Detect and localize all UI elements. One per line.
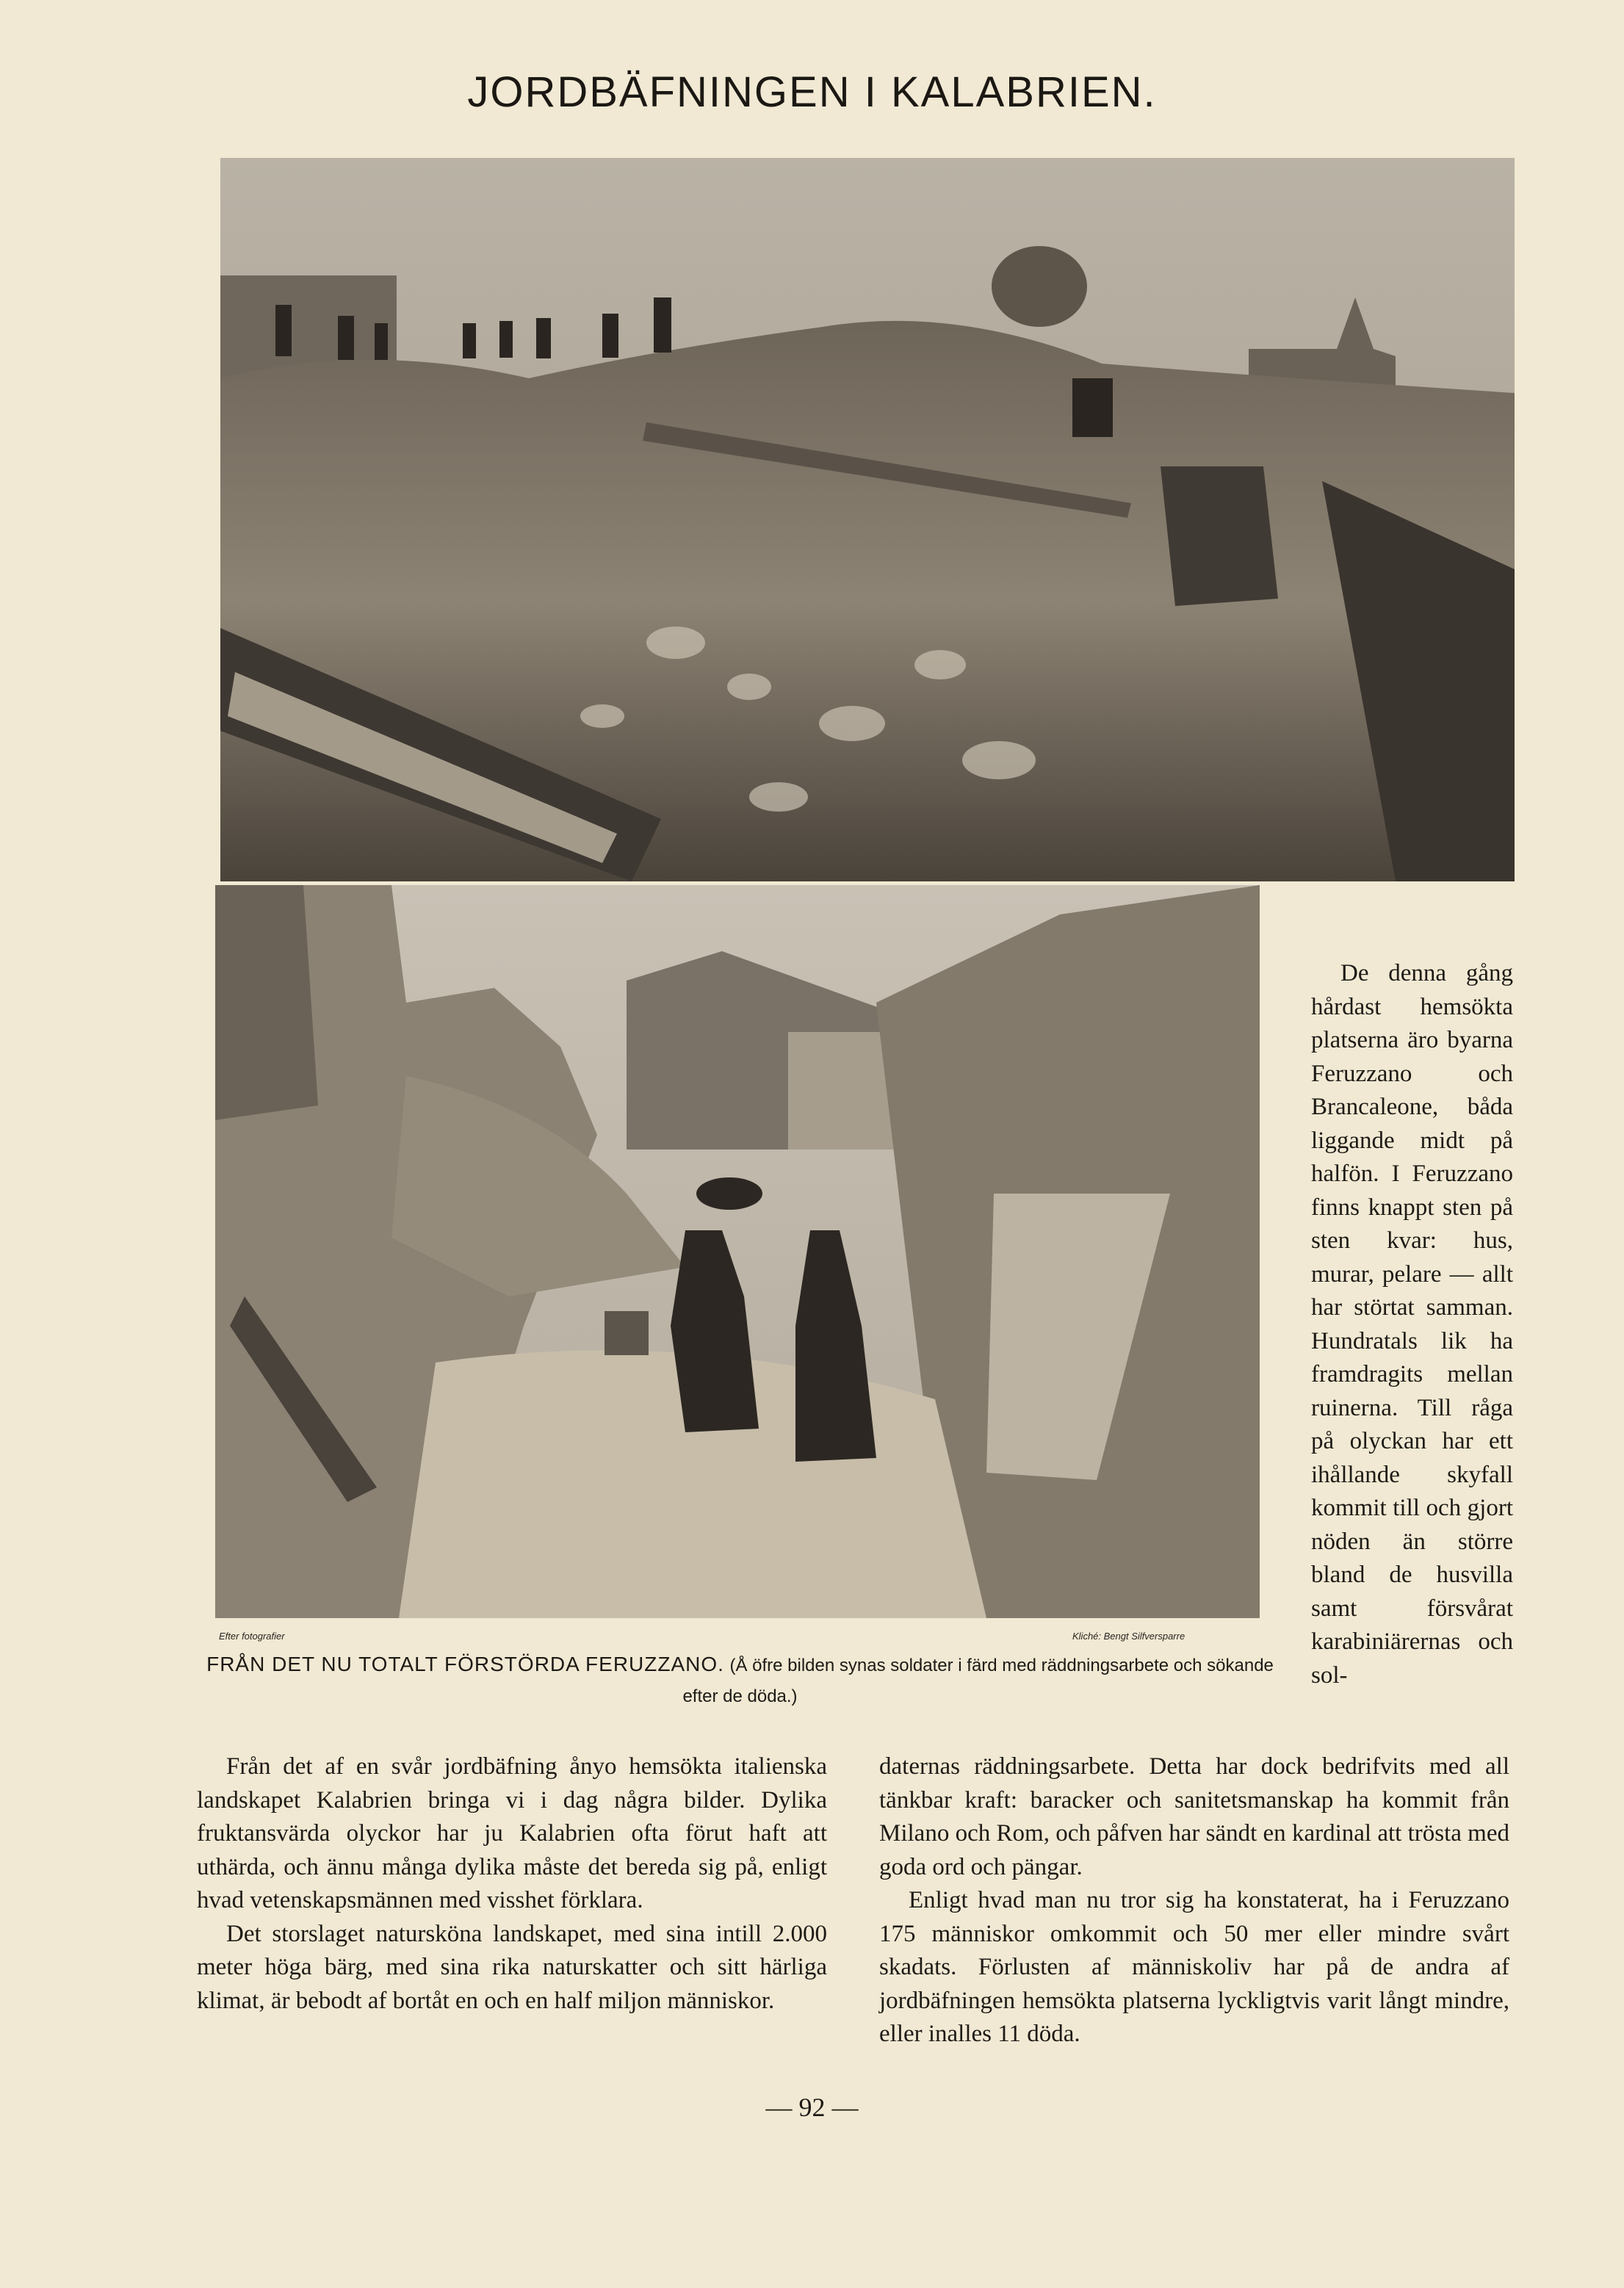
- photo-rubble-soldiers: [220, 158, 1515, 881]
- caption-rest: (Å öfre bilden synas soldater i färd med räddningsarbete och sökande efter de döda.): [682, 1656, 1274, 1706]
- side-column: [1311, 957, 1513, 1692]
- right-paragraph-1: daternas räddningsarbete. Detta har dock bedrifvits med all tänkbar kraft: baracker och sanitetsmanskap ha kommit från Milano och Rom, och påfven har sändt en kardinal att trösta med goda ord och pängar.: [879, 1753, 1509, 1880]
- right-paragraph-2: Enligt hvad man nu tror sig ha konstaterat, ha i Feruzzano 175 människor omkommit och 50 mer eller mindre svårt skadats. Förlusten af människoliv har på de andra af jordbäfningen hemsökta platserna lyckligtvis varit långt mindre, eller inalles 11 döda.: [879, 1887, 1509, 2047]
- photo-ruined-street-women: [215, 885, 1260, 1618]
- photo-credit-right: Kliché: Bengt Silfversparre: [1072, 1631, 1185, 1642]
- photo-rubble-soldiers-icon: [220, 158, 1515, 881]
- photo-credit-left: Efter fotografier: [219, 1631, 285, 1642]
- photo-caption: [195, 1650, 1285, 1711]
- page-number: — 92 —: [765, 2093, 859, 2122]
- side-paragraph: De denna gång hårdast hemsökta platserna äro byarna Feruzzano och Brancaleone, båda liggande midt på halfön. I Feruzzano finns knappt sten på sten kvar: hus, murar, pelare — allt har störtat samman. Hundratals lik ha framdragits mellan ruinerna. Till råga på olyckan har ett ihållande skyfall kommit till och gjort nöden än större bland de husvilla samt försvårat karabiniärernas och sol-: [1311, 960, 1513, 1689]
- left-column: [197, 1750, 827, 2018]
- right-column: [879, 1750, 1509, 2051]
- left-paragraph-1: Från det af en svår jordbäfning ånyo hemsökta italienska landskapet Kalabrien bringa vi i dag några bilder. Dylika fruktansvärda olyckor har ju Kalabrien ofta förut haft att uthärda, och ännu många dylika måste det bereda sig på, enligt hvad vetenskapsmännen med visshet förklara.: [197, 1753, 827, 1913]
- left-paragraph-2: Det storslaget natursköna landskapet, med sina intill 2.000 meter höga bärg, med sina rika naturskatter och sitt härliga klimat, är bebodt af bortåt en och en half miljon människor.: [197, 1920, 827, 2014]
- caption-head: FRÅN DET NU TOTALT FÖRSTÖRDA FERUZZANO.: [206, 1653, 724, 1675]
- photo-ruined-street-women-icon: [215, 885, 1260, 1618]
- page-title: JORDBÄFNINGEN I KALABRIEN.: [467, 68, 1157, 116]
